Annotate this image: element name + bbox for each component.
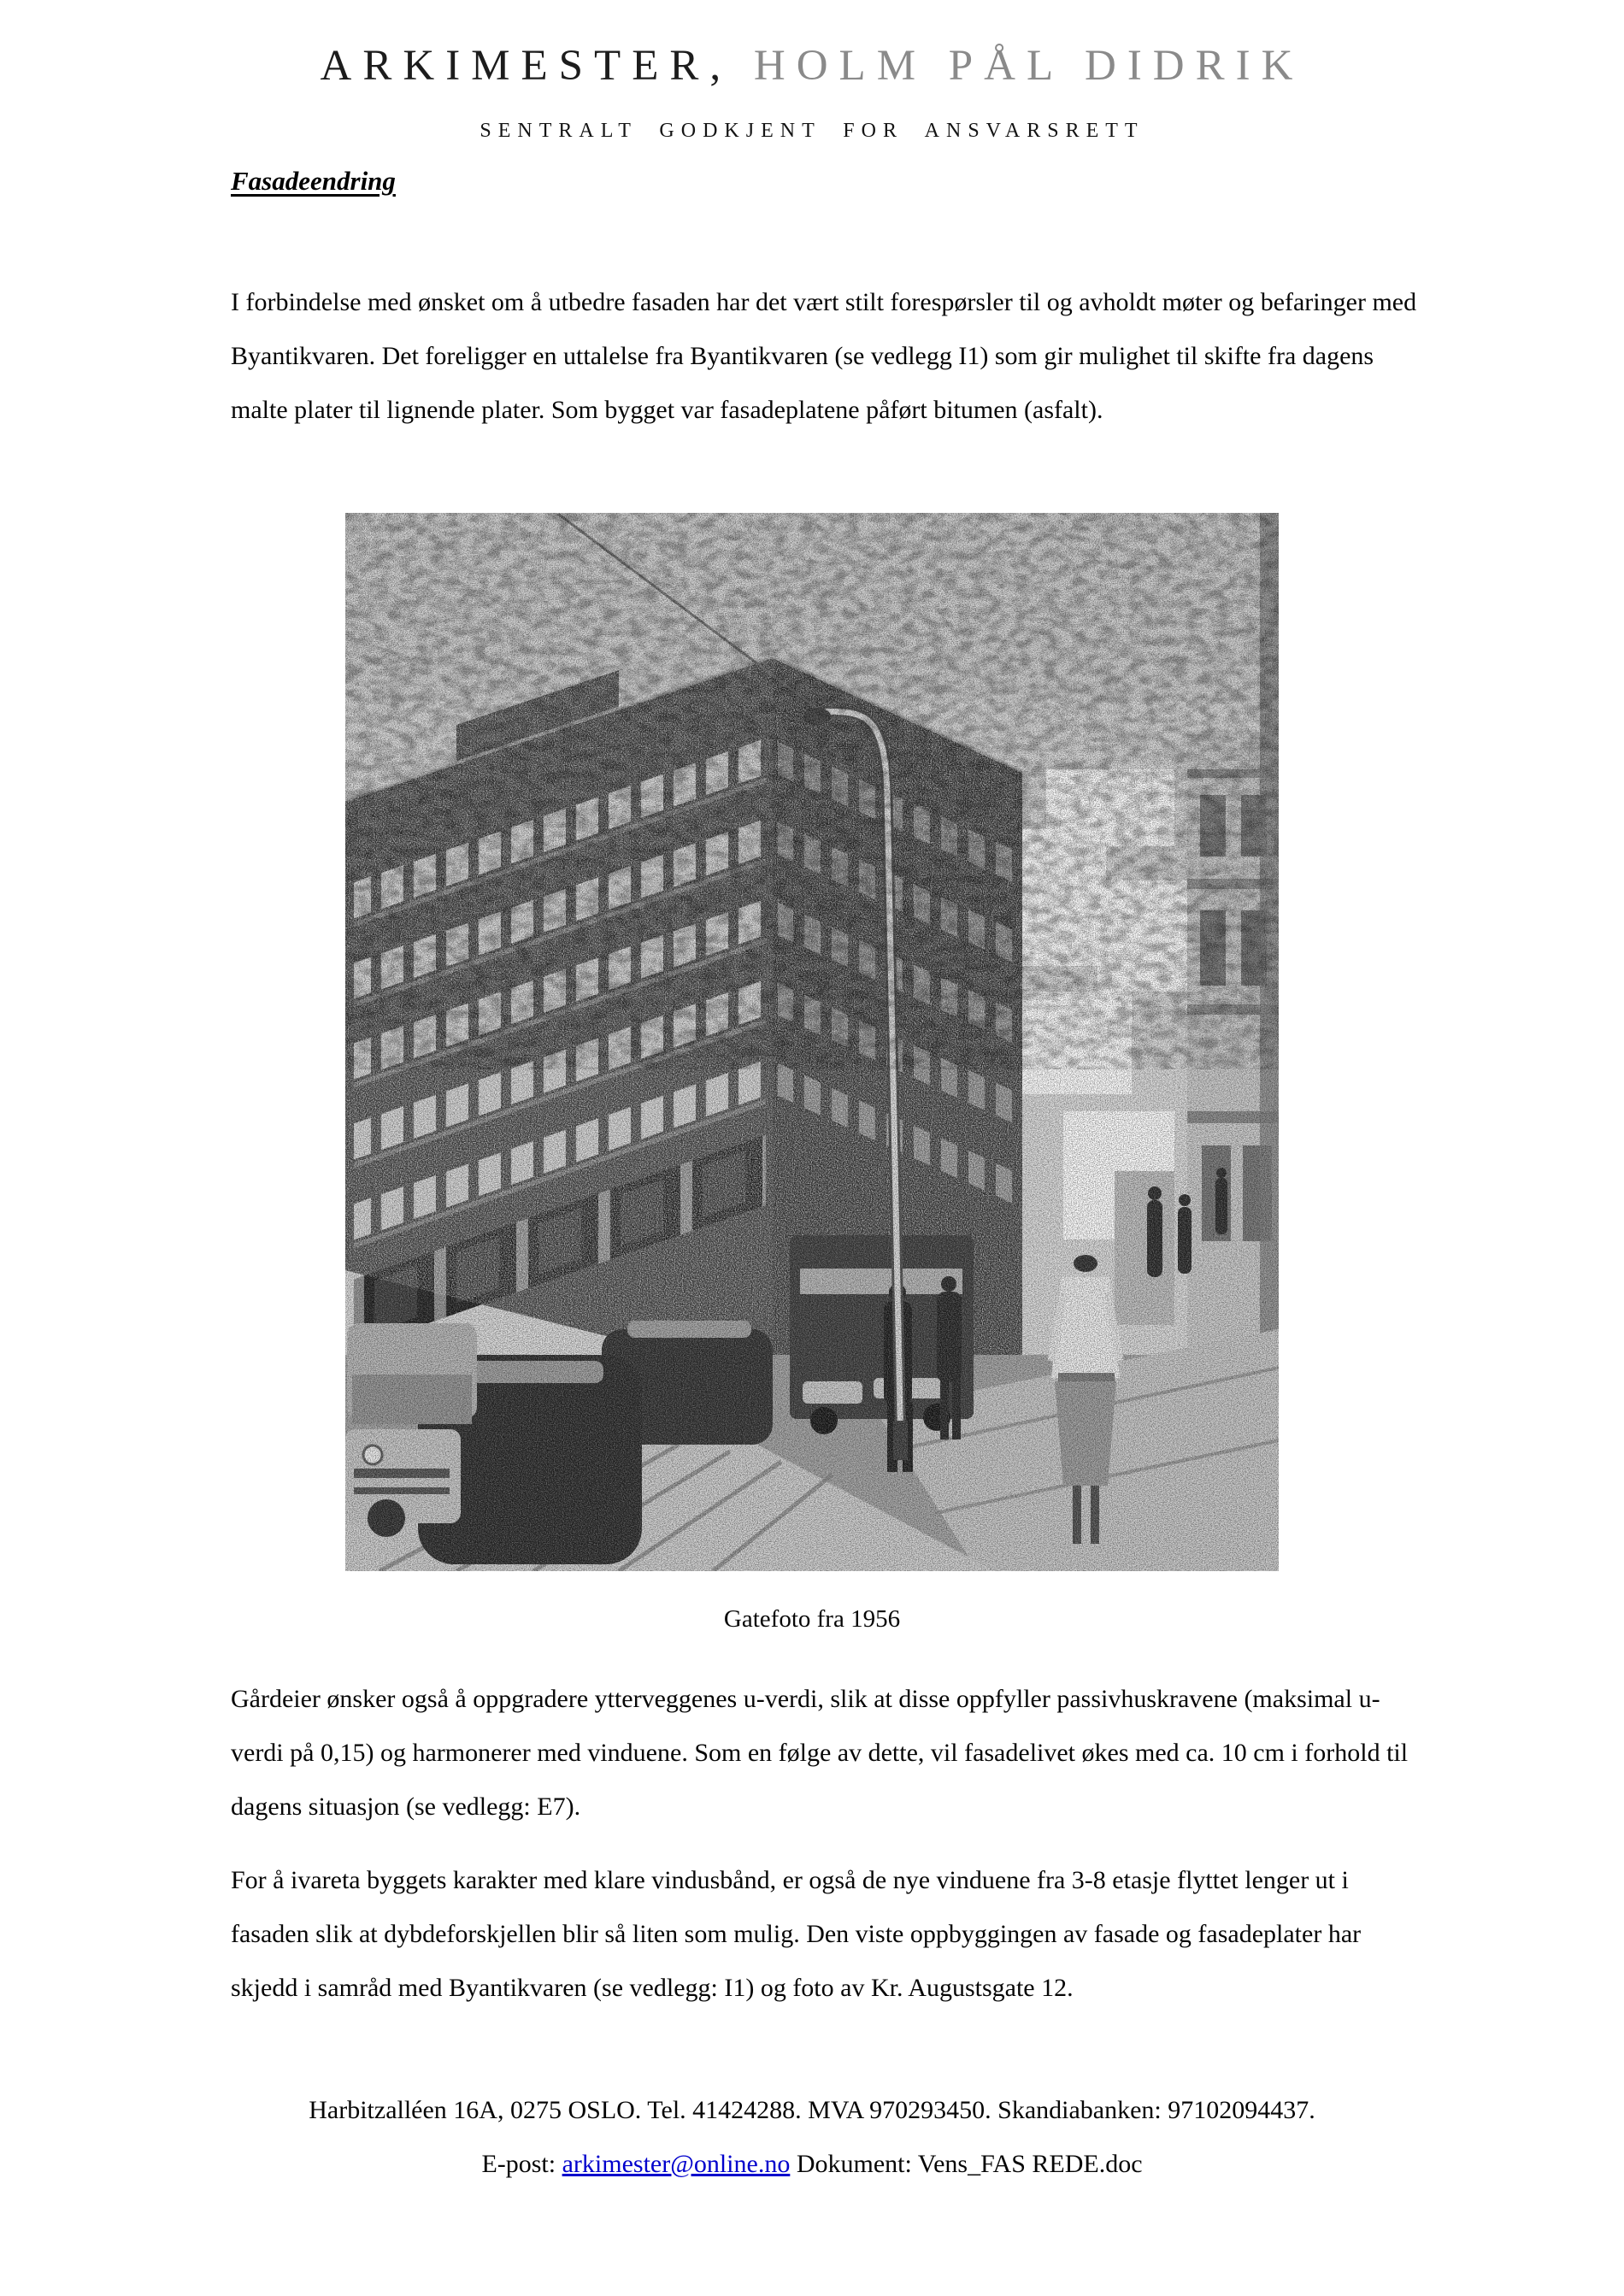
footer-contact-line xyxy=(0,2150,1624,2179)
section-heading: Fasadeendring xyxy=(231,166,396,196)
body-paragraph-3: For å ivareta byggets karakter med klare vindusbånd, er også de nye vinduene fra 3-8 etasje flyttet lenger ut i fasaden slik at dybdeforskjellen blir så liten som mulig. Den viste oppbyggingen av fasade og fasadeplater har skjedd i samråd med Byantikvaren (se vedlegg: I1) og foto av Kr. Augustsgate 12. xyxy=(231,1866,1362,2002)
document-name-label: Dokument: Vens_FAS REDE.doc xyxy=(796,2150,1143,2178)
photo-caption: Gatefoto fra 1956 xyxy=(723,1605,901,1633)
letterhead-title xyxy=(0,41,1624,91)
body-paragraph-1: I forbindelse med ønsket om å utbedre fasaden har det vært stilt forespørsler til og avholdt møter og befaringer med Byantikvaren. Det foreligger en uttalelse fra Byantikvaren (se vedlegg I1) som gir mulighet til skifte fra dagens malte plater til lignende plater. Som bygget var fasadeplatene påført bitumen (asfalt). xyxy=(231,288,1417,424)
street-photo-svg xyxy=(345,513,1279,1571)
company-name: ARKIMESTER, xyxy=(320,42,733,90)
letterhead-subtitle: SENTRALT GODKJENT FOR ANSVARSRETT xyxy=(480,120,1144,142)
body-paragraph-2: Gårdeier ønsker også å oppgradere ytterveggenes u-verdi, slik at disse oppfyller passivhuskravene (maksimal u-verdi på 0,15) og harmonerer med vinduene. Som en følge av dette, vil fasadelivet økes med ca. 10 cm i forhold til dagens situasjon (se vedlegg: E7). xyxy=(231,1685,1409,1821)
owner-name: HOLM PÅL DIDRIK xyxy=(753,42,1304,90)
email-label: E-post: xyxy=(481,2150,556,2178)
email-link[interactable]: arkimester@online.no xyxy=(562,2150,791,2178)
film-grain xyxy=(345,513,1279,1571)
street-photo-1956 xyxy=(345,513,1279,1571)
footer-address-line: Harbitzalléen 16A, 0275 OSLO. Tel. 41424288. MVA 970293450. Skandiabanken: 97102094437. xyxy=(309,2096,1315,2124)
